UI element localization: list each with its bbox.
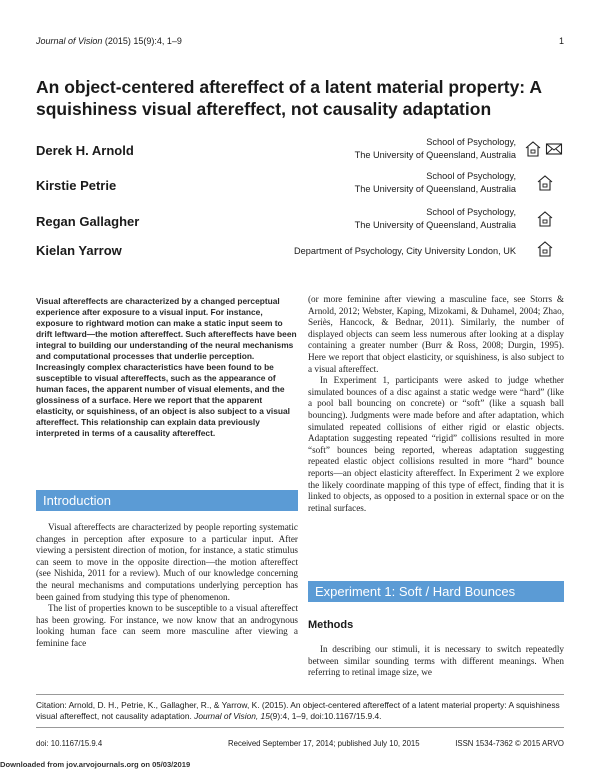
download-note: Downloaded from jov.arvojournals.org on 05/03/2019 [0, 760, 191, 769]
issn: ISSN 1534-7362 © 2015 ARVO [455, 739, 564, 748]
author-affiliation: Department of Psychology, City University London, UK [294, 246, 516, 256]
author-affiliation: School of Psychology, The University of Queensland, Australia [354, 137, 516, 160]
paragraph: The list of properties known to be susceptible to a visual aftereffect has been growing. For instance, we now know that an androgynous looking human face can seem more masculine after viewing a feminine face [36, 603, 298, 648]
methods-text [308, 644, 564, 679]
intro-text-right [308, 294, 564, 514]
home-icon[interactable] [524, 140, 542, 158]
author-name: Kirstie Petrie [36, 178, 117, 193]
paragraph: (or more feminine after viewing a masculine face, see Storrs & Arnold, 2012; Webster, Kaping, Mizokami, & Duhamel, 2004; Zhao, Seriès, Hancock, & Bednar, 2011). Similarly, the number of displayed objects can seem less numerous after looking at a display containing a greater number (Burr & Ross, 2008; Durgin, 1995). Here we report that object elasticity, or squishiness, is also subject to a visual aftereffect. [308, 294, 564, 374]
email-icon[interactable] [545, 140, 563, 158]
footer-divider [36, 694, 564, 695]
publication-dates: Received September 17, 2014; published July 10, 2015 [228, 739, 420, 748]
author-affiliation: School of Psychology, The University of Queensland, Australia [354, 171, 516, 194]
doi-link[interactable]: doi: 10.1167/15.9.4 [36, 739, 103, 748]
journal-header [36, 36, 182, 46]
home-icon[interactable] [536, 210, 554, 228]
journal-name: Journal of Vision [36, 36, 103, 46]
citation: Citation: Arnold, D. H., Petrie, K., Gallagher, R., & Yarrow, K. (2015). An object-centered aftereffect of a latent material property: A squishiness visual aftereffect, not causality adaptation. Journal of Vision, 15(9):4, 1–9, doi:10.1167/15.9.4. [36, 700, 560, 721]
author-name: Derek H. Arnold [36, 143, 134, 158]
paragraph: In Experiment 1, participants were asked to judge whether simulated bounces of a disc against a static wedge were “hard” (like a pool ball bouncing on concrete) or “soft” (like a squash ball bouncing). Judgments were made before and after adaptation, which simulated repeated collisions of either rigid or elastic objects. Adaptation suggesting repeated “rigid” collisions resulted in more “soft” bounces being reported, whereas adaptation suggesting repeated elastic object collisions resulted in more “hard” bounce reports—an object elasticity aftereffect. In Experiment 2 we explore the likely coordinate mapping of this type of effect, finding that it is linked to objects, as opposed to a position in external space or on the retinal surfaces. [308, 375, 564, 513]
paper-title: An object-centered aftereffect of a latent material property: A squishiness visual aftereffect, not causality adaptation [36, 77, 542, 119]
section-heading-introduction: Introduction [36, 490, 298, 511]
paragraph: Visual aftereffects are characterized by people reporting systematic changes in perception after exposure to a particular input. After viewing a persistent direction of motion, for instance, a static stimulus can seem to move in the opposite direction—the motion aftereffect (see Nishida, 2011 for a review). Much of our knowledge concerning the neural mechanisms and computations underlying perception has been gained from studying this type of phenomenon. [36, 522, 298, 602]
home-icon[interactable] [536, 174, 554, 192]
page-number: 1 [558, 36, 564, 46]
home-icon[interactable] [536, 240, 554, 258]
section-heading-experiment-1: Experiment 1: Soft / Hard Bounces [308, 581, 564, 602]
author-name: Kielan Yarrow [36, 243, 122, 258]
author-affiliation: School of Psychology, The University of Queensland, Australia [354, 207, 516, 230]
footer-divider [36, 727, 564, 728]
intro-text-left [36, 522, 298, 650]
author-name: Regan Gallagher [36, 214, 140, 229]
paragraph: In describing our stimuli, it is necessary to switch repeatedly between similar sounding terms with different meanings. When referring to retinal image size, we [308, 644, 564, 678]
subsection-heading-methods: Methods [308, 619, 354, 631]
journal-meta: (2015) 15(9):4, 1–9 [104, 36, 182, 46]
abstract: Visual aftereffects are characterized by a changed perceptual experience after exposure to a visual input. For instance, exposure to rightward motion can make a static input seem to drift leftward—the motion aftereffect. Such aftereffects have been integral to building our understanding of the neural mechanisms and computational processes that underlie perception. Increasingly complex characteristics have been found to be susceptible to visual aftereffects, such as the appearance of human faces, the apparent number of visual elements, and the glossiness of a surface. Here we report that the apparent elasticity, or squishiness, of an object is also subject to a visual aftereffect. This relationship can explain data previously interpreted in terms of a causality aftereffect. [36, 296, 297, 438]
